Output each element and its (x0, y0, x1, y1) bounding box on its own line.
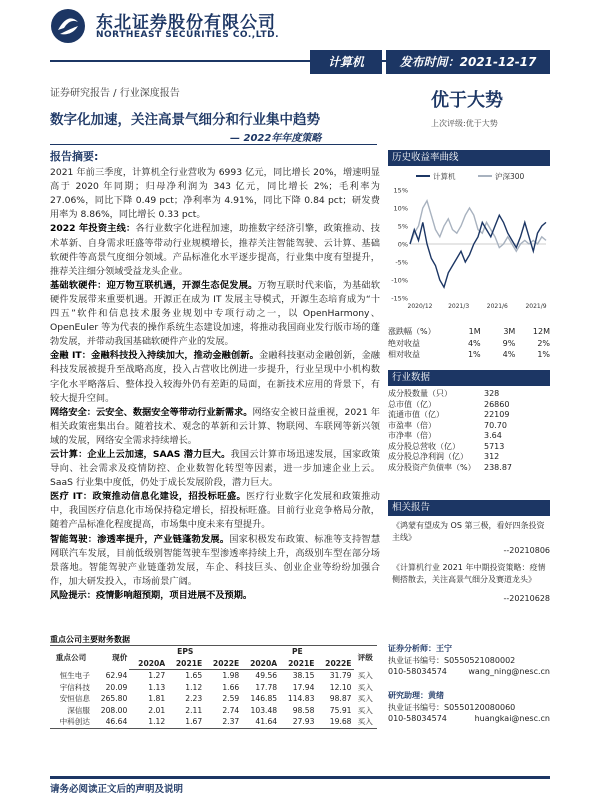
return-chart-svg (388, 168, 550, 313)
analyst-block (388, 643, 550, 678)
previous-rating: 上次评级:优于大势 (431, 119, 498, 128)
footer-rule (50, 776, 550, 779)
title-rule (50, 144, 377, 145)
table-cell: 208.00 (100, 705, 128, 715)
industry-value: 70.70 (484, 420, 507, 430)
table-cell: 75.91 (329, 705, 352, 715)
industry-label: 成分股资产负债率（%） (388, 462, 476, 472)
analyst-contact (388, 666, 550, 678)
perf-cell: 9% (502, 338, 516, 348)
table-cell: 98.87 (329, 694, 352, 704)
col-year: 2022E (204, 658, 241, 670)
paragraph (50, 222, 380, 278)
table-cell: 114.83 (287, 694, 315, 704)
y-tick-label: 15% (393, 186, 408, 195)
publish-time: 发布时间：2021-12-17 (386, 50, 550, 74)
industry-row (388, 442, 550, 453)
table-cell: 2.01 (148, 705, 166, 715)
table-cell: 103.48 (250, 705, 278, 715)
y-tick-label: -10% (391, 276, 408, 285)
table-cell: 27.93 (279, 716, 316, 728)
perf-col: 涨跌幅（%） (388, 327, 436, 336)
table-cell: 41.64 (241, 716, 279, 728)
table-cell: 146.85 (250, 694, 278, 704)
perf-col: 3M (503, 327, 516, 336)
performance-row (388, 338, 550, 350)
company-name-cn: 东北证券股份有限公司 (96, 13, 276, 33)
table-cell: 1.27 (148, 671, 166, 681)
table-header-row (50, 646, 377, 658)
table-title: 重点公司主要财务数据 (50, 635, 130, 644)
paragraph (50, 166, 380, 222)
analyst-role: 研究助理： (388, 691, 428, 700)
col-year: 2020A (129, 658, 167, 670)
industry-value: 3.64 (484, 431, 502, 440)
perf-cell: 4% (502, 350, 516, 359)
company-rating: 买入 (354, 716, 378, 728)
y-tick-label: 5% (397, 222, 408, 231)
paragraph-lead: 网络安全：云安全、数据安全等带动行业新需求。 (50, 406, 253, 418)
table-cell: 31.79 (329, 671, 352, 681)
col-group-eps: EPS (129, 646, 241, 658)
industry-label: 市净率（倍） (388, 431, 436, 440)
paragraph (50, 279, 380, 349)
table-cell: 1.65 (185, 671, 203, 681)
col-group-pe: PE (241, 646, 353, 658)
industry-table (388, 389, 550, 473)
y-tick-label: 0% (397, 240, 408, 249)
table-row (50, 682, 377, 694)
perf-cell: 4% (467, 338, 481, 348)
table-cell: 62.94 (105, 671, 128, 680)
y-tick-label: 10% (393, 204, 408, 213)
analyst-license: 执业证书编号：S0550120080060 (388, 702, 516, 712)
industry-value: 22109 (484, 410, 510, 419)
industry-value: 5713 (484, 441, 505, 451)
paragraph (50, 406, 380, 448)
paragraph (50, 589, 380, 603)
table-cell: 1.12 (129, 716, 167, 728)
x-tick-label: 2021/3 (448, 303, 470, 310)
industry-label: 成分股总营收（亿） (388, 441, 460, 451)
table-cell: 49.56 (255, 671, 278, 681)
breadcrumb: 证券研究报告 / 行业深度报告 (50, 88, 180, 99)
company-name: 宇信科技 (59, 682, 90, 692)
table-cell: 1.12 (185, 682, 203, 692)
performance-table (388, 326, 550, 361)
x-tick-label: 2021/9 (525, 303, 547, 310)
perf-col: 1M (468, 327, 481, 336)
analyst-role: 证券分析师： (388, 644, 436, 653)
perf-cell: 2% (537, 338, 551, 348)
paragraph-lead: 云计算：企业上云加速，SAAS 潜力巨大。 (50, 448, 231, 460)
related-report-date: --20210628 (503, 594, 550, 603)
table-cell: 46.64 (92, 716, 129, 728)
table-cell: 2.23 (185, 694, 203, 704)
paragraph-text: 医疗行业数字化发展和政策推动中，我国医疗信息化市场保持稳定增长，招投标旺盛。目前行业竞争格局分散，随着产品标准化程度提高，市场集中度未来有望提升。 (50, 491, 380, 531)
table-cell: 12.10 (329, 682, 352, 692)
analyst-name: 王宁 (436, 644, 452, 653)
table-cell: 19.68 (316, 716, 353, 728)
col-year: 2021E (167, 658, 204, 670)
y-tick-label: -15% (391, 294, 408, 303)
legend-label: 计算机 (433, 172, 456, 181)
table-cell: 38.15 (292, 671, 315, 681)
paragraph-text: 我国云计算市场迅速发展，国家政策导向、社会需求及疫情防控、企业数智化转型等因素，进一步加速企业上云。SaaS 行业集中度低，仍处于成长发展阶段，潜力巨大。 (50, 448, 381, 489)
company-rating: 买入 (357, 694, 373, 704)
paragraph-text: 万物互联时代来临，为基础软硬件发展带来重要机遇。开源正在成为 IT 发展主导模式，开源生态培育成为“十四五”软件和信息技术服务业规划中专项行动之一，以 OpenHarmony、OpenEuler 等为代表的操作系统生态建设加速，将推动我国商业发行版市场的蓬勃发展，并带动我国基础软硬件产业的发展。 (50, 279, 381, 348)
table-row (50, 705, 377, 717)
col-year: 2022E (316, 658, 353, 670)
table-cell: 1.13 (148, 682, 166, 692)
company-name: 深信服 (67, 705, 90, 715)
related-report[interactable]: 《鸿蒙有望成为 OS 第三极，看好四条投资主线》 (392, 521, 545, 542)
analyst-name: 黄绪 (428, 691, 444, 700)
table-cell: 98.58 (292, 705, 315, 715)
perf-cell: 绝对收益 (388, 338, 420, 348)
analyst-contact (388, 713, 550, 725)
col-price: 现价 (92, 646, 129, 670)
performance-row (388, 349, 550, 361)
related-heading: 相关报告 (388, 500, 550, 516)
table-cell: 2.37 (204, 716, 241, 728)
analyst-block (388, 690, 550, 725)
x-tick-label: 2020/12 (407, 303, 433, 310)
perf-cell: 1% (467, 350, 481, 359)
page-subtitle: — 2022年年度策略 (230, 133, 322, 144)
col-year: 2021E (279, 658, 316, 670)
company-name: 恒生电子 (59, 671, 90, 680)
paragraph-lead: 医疗 IT：政策推动信息化建设，招投标旺盛。 (50, 491, 247, 503)
industry-heading: 行业数据 (388, 370, 550, 386)
chart-heading: 历史收益率曲线 (388, 150, 550, 166)
industry-row (388, 389, 550, 400)
paragraph (50, 490, 380, 532)
industry-value: 238.87 (484, 462, 512, 472)
paragraph-lead: 金融 IT：金融科技投入持续加大，推动金融创新。 (50, 350, 259, 362)
paragraph (50, 533, 380, 589)
sector-tab: 计算机 (310, 50, 382, 74)
financial-table (50, 645, 377, 729)
industry-label: 成分股数量（只） (388, 389, 452, 398)
page-title: 数字化加速，关注高景气细分和行业集中趋势 (50, 112, 320, 128)
table-cell: 1.67 (167, 716, 204, 728)
industry-label: 成分股总净利润（亿） (388, 452, 468, 461)
table-cell: 1.66 (222, 682, 240, 692)
table-row (50, 693, 377, 705)
analyst-phone: 010-58034574 (388, 714, 447, 723)
table-cell: 20.09 (105, 682, 128, 692)
company-name-en: NORTHEAST SECURITIES CO.,LTD. (96, 30, 279, 40)
table-cell: 1.81 (148, 694, 166, 704)
y-tick-label: -5% (395, 258, 408, 267)
x-tick-label: 2021/6 (486, 303, 508, 310)
industry-label: 市盈率（倍） (388, 420, 436, 430)
paragraph-lead: 基础软硬件：迎万物互联机遇，开源生态促发展。 (50, 279, 258, 291)
industry-row (388, 452, 550, 463)
analyst-email[interactable]: huangkai@nesc.cn (474, 714, 550, 723)
table-cell: 17.78 (255, 682, 278, 692)
table-cell: 2.59 (222, 694, 240, 704)
return-chart (388, 168, 550, 313)
analyst-license: 执业证书编号：S0550521080002 (388, 655, 516, 665)
industry-row (388, 410, 550, 421)
table-cell: 265.80 (100, 694, 128, 704)
industry-value: 26860 (484, 399, 510, 409)
legend-label: 沪深300 (495, 172, 525, 181)
company-rating: 买入 (357, 705, 373, 715)
industry-row (388, 400, 550, 411)
industry-row (388, 431, 550, 442)
analyst-title (388, 690, 550, 702)
paragraph (50, 349, 380, 405)
table-cell: 17.94 (292, 682, 315, 692)
perf-cell: 1% (537, 350, 551, 359)
series-line-computer (410, 215, 546, 287)
industry-value: 328 (484, 389, 500, 398)
industry-row (388, 421, 550, 432)
industry-value: 312 (484, 452, 500, 461)
perf-cell: 相对收益 (388, 350, 420, 359)
related-report-date: --20210806 (503, 546, 550, 555)
report-body (50, 150, 380, 603)
perf-col: 12M (532, 327, 551, 336)
table-row (50, 670, 377, 682)
paragraph-text: 金融科技驱动金融创新，金融科技发展被提升至战略高度，投入占营收比例进一步提升，行业呈现中小机构数字化水平略落后、整体投入较海外仍有差距的局面，在新技术应用的背景下，有较大提升空间。 (50, 350, 380, 404)
analyst-title (388, 643, 550, 655)
analyst-phone: 010-58034574 (388, 667, 447, 676)
paragraph-text: 各行业数字化进程加速，助推数字经济引擎，政策推动、技术革新、自身需求旺盛等带动行业规模增长，推荐关注智能驾驶、云计算、基础软硬件等高景气度细分领域。产品标准化水平逐步提高，行业集中度有望提升，推荐关注细分领域受益龙头企业。 (50, 223, 380, 277)
paragraph-text: 网络安全被日益重视，2021 年相关政策密集出台。随着技术、观念的革新和云计算、物联网、车联网等新兴领域的发展，网络安全需求持续增长。 (50, 406, 380, 446)
paragraph-lead: 智能驾驶：渗透率提升，产业链蓬勃发展。 (50, 533, 230, 545)
col-company: 重点公司 (50, 646, 92, 670)
performance-header (388, 326, 550, 338)
rating: 优于大势 (431, 90, 503, 111)
col-year: 2020A (241, 658, 279, 670)
company-logo (50, 8, 86, 44)
abstract-heading: 报告摘要: (50, 150, 99, 163)
paragraph-lead: 风险提示： (50, 589, 96, 601)
table-cell: 2.74 (222, 705, 240, 715)
footer-disclaimer[interactable]: 请务必阅读正文后的声明及说明 (50, 784, 184, 795)
table-cell: 2.11 (185, 705, 203, 715)
col-rating: 评级 (354, 646, 378, 670)
analyst-email[interactable]: wang_ning@nesc.cn (468, 667, 550, 676)
industry-row (388, 463, 550, 474)
paragraph-text: 国家积极发布政策、标准等支持智慧网联汽车发展，目前低级别智能驾驶车型渗透率持续上升，高级别车型在部分场景落地。智能驾驶产业链蓬勃发展，车企、科技巨头、创业企业等纷纷加强合作，加大研发投入，市场前景广阔。 (50, 533, 381, 587)
company-rating: 买入 (357, 671, 373, 680)
company-name: 安恒信息 (59, 694, 90, 704)
industry-label: 流通市值（亿） (388, 410, 444, 419)
table-row (50, 716, 377, 728)
related-report[interactable]: 《计算机行业 2021 年中期投资策略：疫情侧搭散去，关注高景气细分及赛道龙头》 (392, 563, 546, 584)
industry-label: 总市值（亿） (388, 399, 436, 409)
paragraph (50, 448, 380, 490)
paragraph-lead: 2022 年投资主线： (50, 223, 136, 235)
company-name: 中科创达 (50, 716, 92, 728)
paragraph-text: 2021 年前三季度，计算机全行业营收为 6993 亿元，同比增长 20%，增速明显高于 2020 年同期；归母净利润为 343 亿元，同比增长 2%；毛利率为 27.06%，同比下降 0.49 pct；净利率为 4.91%，同比下降 0.84 pct；研发费用率为 8.86%，同比增长 0.33 pct。 (50, 167, 380, 221)
company-rating: 买入 (357, 682, 373, 692)
paragraph-text: 疫情影响超预期，项目进展不及预期。 (95, 589, 253, 601)
table-cell: 1.98 (222, 671, 240, 681)
